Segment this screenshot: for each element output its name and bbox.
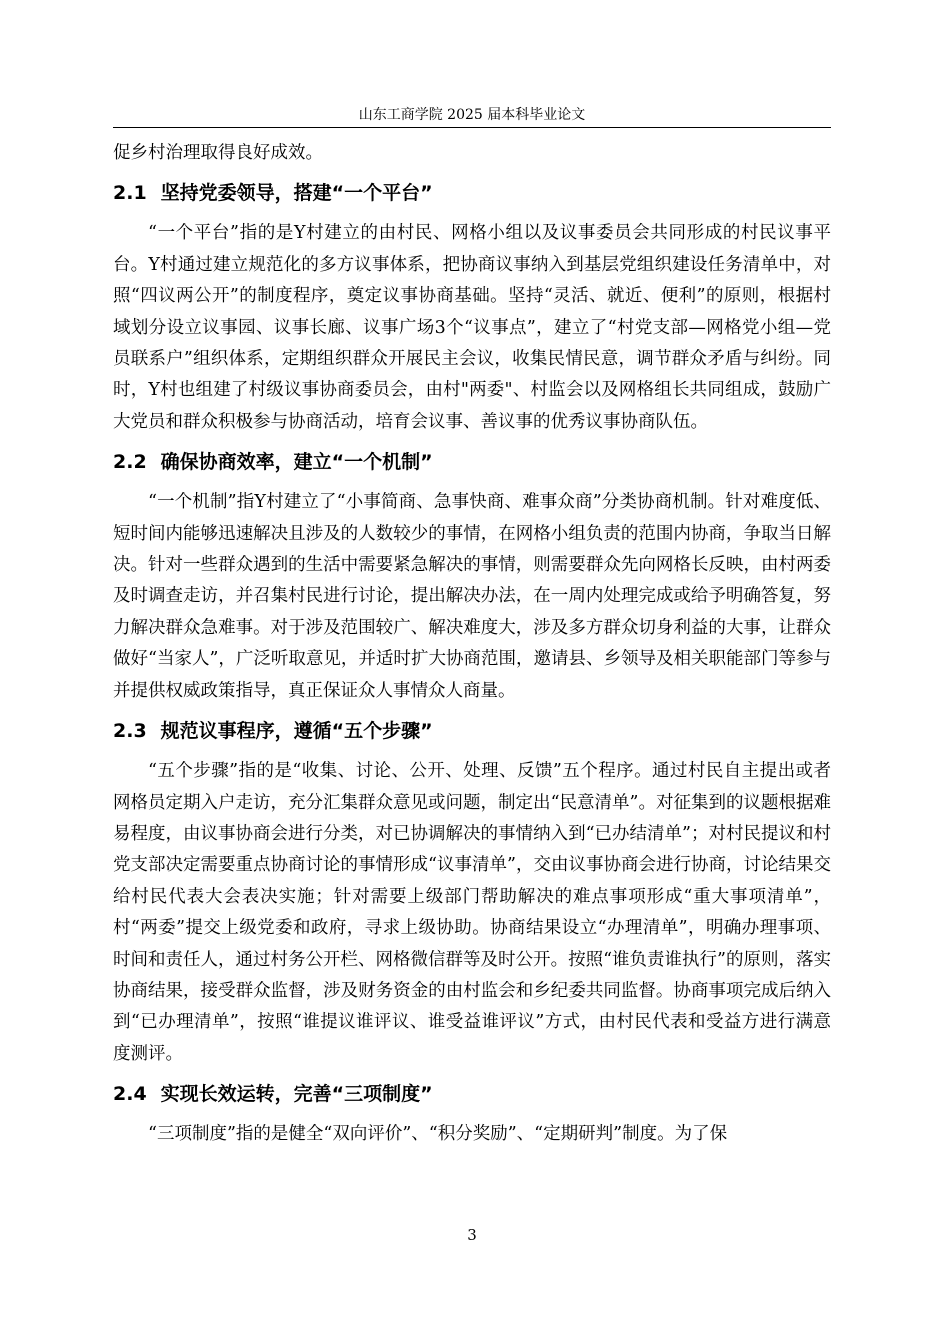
section-title: 确保协商效率，建立“一个机制” [160,451,433,474]
section-paragraph-2-4: “三项制度”指的是健全“双向评价”、“积分奖励”、“定期研判”制度。为了保 [148,1124,728,1145]
section-heading-2-2 [113,447,831,477]
section-title: 规范议事程序，遵循“五个步骤” [160,720,433,743]
section-paragraph-2-1: “一个平台”指的是Y村建立的由村民、网格小组以及议事委员会共同形成的村民议事平台。Y村通过建立规范化的多方议事体系，把协商议事纳入到基层党组织建设任务清单中，对照“四议两公开”的制度程序，奠定议事协商基础。坚持“灵活、就近、便利”的原则，根据村域划分设立议事园、议事长廊、议事广场3个“议事点”，建立了“村党支部—网格党小组—党员联系户”组织体系，定期组织群众开展民主会议，收集民情民意，调节群众矛盾与纠纷。同时，Y村也组建了村级议事协商委员会，由村"两委"、村监会以及网格组长共同组成，鼓励广大党员和群众积极参与协商活动，培育会议事、善议事的优秀议事协商队伍。 [113,223,831,432]
page-number: 3 [467,1226,477,1244]
section-number: 2.2 [113,451,147,474]
section-title: 实现长效运转，完善“三项制度” [160,1083,433,1106]
section-number: 2.4 [113,1083,147,1106]
section-paragraph-2-3: “五个步骤”指的是“收集、讨论、公开、处理、反馈”五个程序。通过村民自主提出或者网格员定期入户走访，充分汇集群众意见或问题，制定出“民意清单”。对征集到的议题根据难易程度，由议事协商会进行分类，对已协调解决的事情纳入到“已办结清单”；对村民提议和村党支部决定需要重点协商讨论的事情形成“议事清单”，交由议事协商会进行协商，讨论结果交给村民代表大会表决实施；针对需要上级部门帮助解决的难点事项形成“重大事项清单”，村“两委”提交上级党委和政府，寻求上级协助。协商结果设立“办理清单”，明确办理事项、时间和责任人，通过村务公开栏、网格微信群等及时公开。按照“谁负责谁执行”的原则，落实协商结果，接受群众监督，涉及财务资金的由村监会和乡纪委共同监督。协商事项完成后纳入到“已办理清单”，按照“谁提议谁评议、谁受益谁评议”方式，由村民代表和受益方进行满意度测评。 [113,761,831,1064]
section-heading-2-3 [113,716,831,746]
section-number: 2.3 [113,720,147,743]
section-heading-2-4 [113,1079,831,1109]
header-divider [113,127,831,128]
section-heading-2-1 [113,178,831,208]
section-title: 坚持党委领导，搭建“一个平台” [160,182,433,205]
page-header: 山东工商学院 2025 届本科毕业论文 [358,107,586,123]
section-number: 2.1 [113,182,147,205]
page-body [113,138,831,1151]
intro-paragraph: 促乡村治理取得良好成效。 [113,143,323,163]
section-paragraph-2-2: “一个机制”指Y村建立了“小事简商、急事快商、难事众商”分类协商机制。针对难度低、短时间内能够迅速解决且涉及的人数较少的事情，在网格小组负责的范围内协商，争取当日解决。针对一些群众遇到的生活中需要紧急解决的事情，则需要群众先向网格长反映，由村两委及时调查走访，并召集村民进行讨论，提出解决办法，在一周内处理完成或给予明确答复，努力解决群众急难事。对于涉及范围较广、解决难度大，涉及多方群众切身利益的大事，让群众做好“当家人”，广泛听取意见，并适时扩大协商范围，邀请县、乡领导及相关职能部门等参与并提供权威政策指导，真正保证众人事情众人商量。 [113,492,831,701]
